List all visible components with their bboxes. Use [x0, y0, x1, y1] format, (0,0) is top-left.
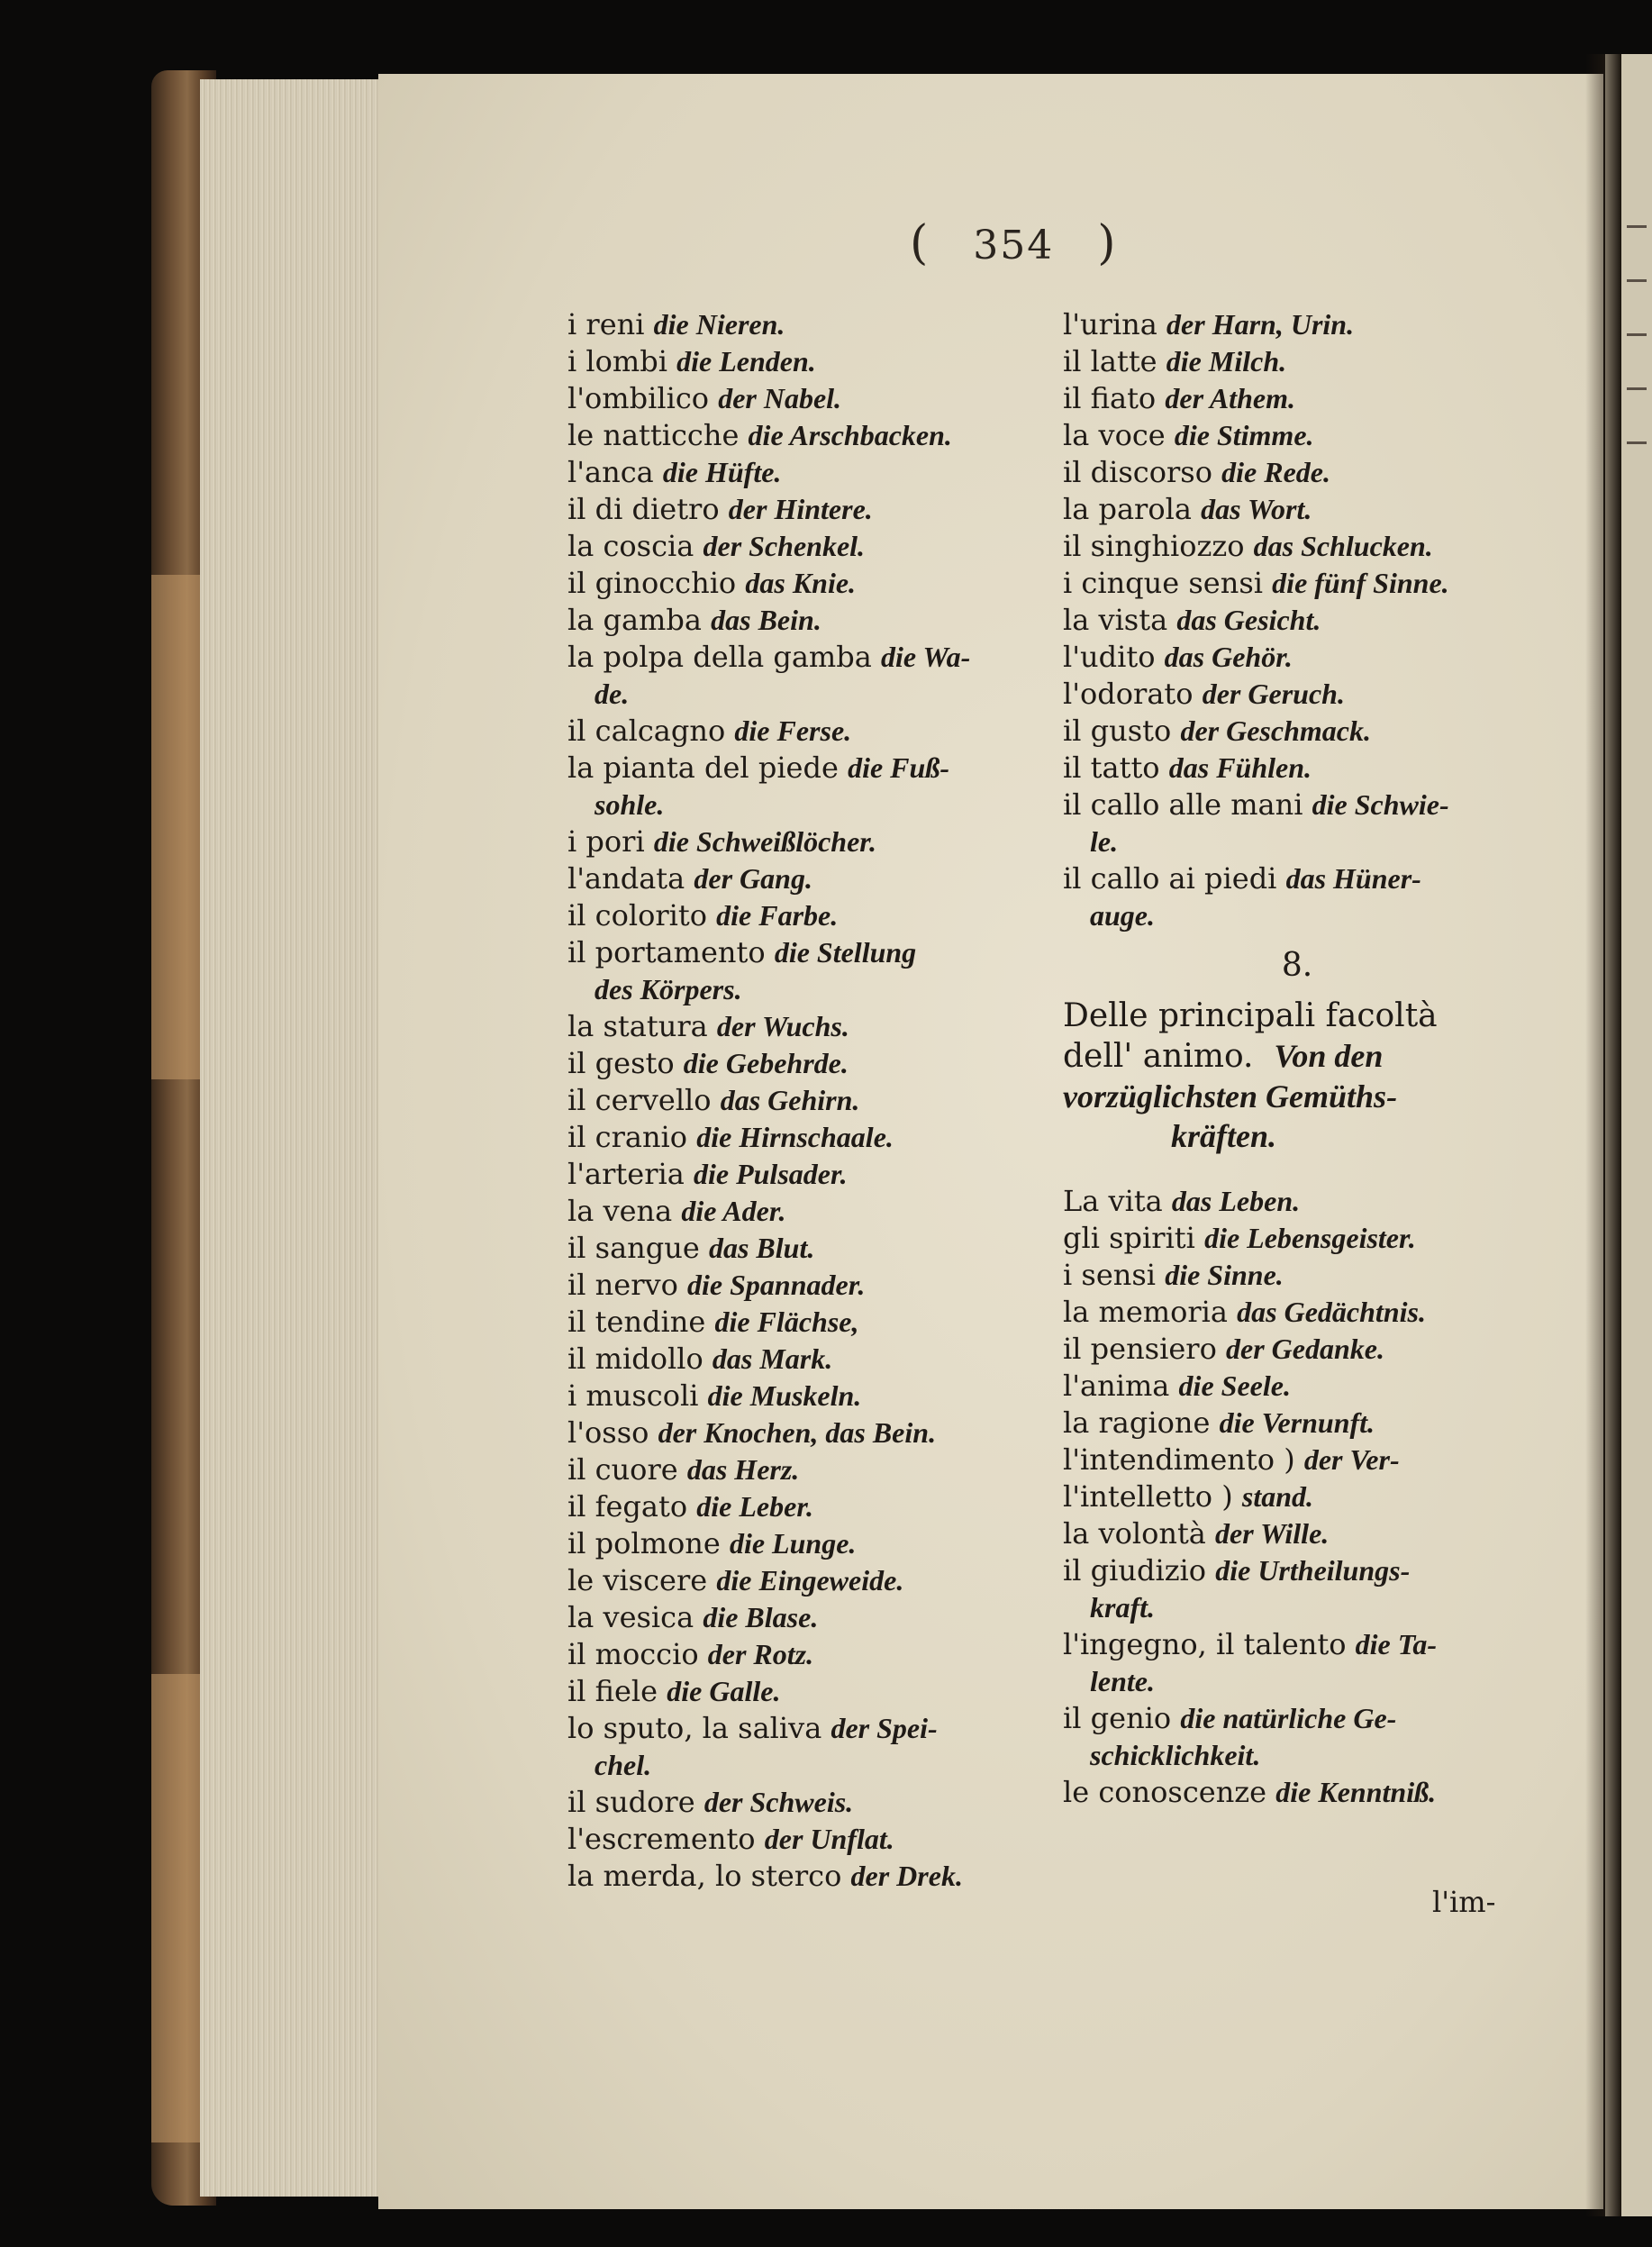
- italian-term: le natticche: [567, 418, 740, 452]
- german-term: kraft.: [1090, 1591, 1155, 1624]
- german-term: de.: [595, 678, 630, 710]
- vocab-entry: [567, 1636, 1036, 1673]
- vocab-entry: [567, 1784, 1036, 1821]
- italian-term: la vista: [1063, 603, 1168, 637]
- vocab-entry: [1063, 676, 1603, 713]
- page-header: ( 354 ): [910, 216, 1118, 270]
- vocab-entry: [567, 1415, 1036, 1451]
- italian-term: la ragione: [1063, 1406, 1211, 1440]
- german-term: der Harn, Urin.: [1166, 308, 1355, 341]
- vocab-entry: [1063, 1442, 1603, 1478]
- italian-term: il di dietro: [567, 492, 720, 526]
- german-term: die Nieren.: [653, 308, 785, 341]
- italian-term: la polpa della gamba: [567, 640, 872, 674]
- italian-term: i reni: [567, 307, 645, 341]
- italian-term: il fegato: [567, 1489, 688, 1524]
- italian-term: l'udito: [1063, 640, 1156, 674]
- page-number: 354: [973, 223, 1055, 268]
- german-term: lente.: [1090, 1665, 1155, 1697]
- german-term: die Hirnschaale.: [696, 1121, 894, 1153]
- german-term: le.: [1090, 825, 1119, 858]
- right-column-entries-bottom: [1063, 1183, 1603, 1811]
- vocab-entry: [1063, 713, 1603, 750]
- vocab-entry: [1063, 1515, 1603, 1552]
- vocab-entry: [567, 343, 1036, 380]
- vocab-entry: [1063, 897, 1603, 934]
- vocab-entry: [567, 1562, 1036, 1599]
- vocab-entry: [567, 491, 1036, 528]
- german-term: die fünf Sinne.: [1272, 567, 1449, 599]
- italian-term: l'arteria: [567, 1157, 685, 1191]
- german-term: der Ver-: [1303, 1443, 1400, 1476]
- vocab-entry: [567, 1378, 1036, 1415]
- left-column: [567, 306, 1036, 1895]
- vocab-entry: [567, 1451, 1036, 1488]
- vocab-entry: [1063, 1737, 1603, 1774]
- italian-term: i pori: [567, 824, 645, 859]
- vocab-entry: [1063, 1626, 1603, 1663]
- vocab-entry: [567, 639, 1036, 676]
- german-term: die Wa-: [880, 641, 971, 673]
- german-term: der Drek.: [850, 1860, 963, 1892]
- german-term: der Spei-: [831, 1712, 938, 1744]
- vocab-entry: [567, 1008, 1036, 1045]
- vocab-entry: [1063, 1589, 1603, 1626]
- vocab-entry: [1063, 1294, 1603, 1331]
- italian-term: il midollo: [567, 1342, 703, 1376]
- vocab-entry: [567, 676, 1036, 713]
- german-term: chel.: [595, 1749, 652, 1781]
- vocab-entry: [1063, 787, 1603, 823]
- right-column-entries-top: [1063, 306, 1603, 934]
- italian-term: l'intelletto ): [1063, 1479, 1233, 1514]
- italian-term: l'ingegno, il talento: [1063, 1627, 1347, 1661]
- german-term: die Vernunft.: [1219, 1406, 1375, 1439]
- italian-term: il cranio: [567, 1120, 688, 1154]
- vocab-entry: [1063, 860, 1603, 897]
- german-term: die Schweißlöcher.: [653, 825, 876, 858]
- vocab-entry: [567, 1267, 1036, 1304]
- italian-term: la volontà: [1063, 1516, 1206, 1551]
- italian-term: l'anca: [567, 455, 654, 489]
- section-title-line1: Delle principali facoltà: [1063, 997, 1438, 1034]
- german-term: das Wort.: [1201, 493, 1312, 525]
- german-term: die Schwie-: [1312, 788, 1449, 821]
- vocab-entry: [1063, 306, 1603, 343]
- vocab-entry: [567, 306, 1036, 343]
- italian-term: il tatto: [1063, 751, 1160, 785]
- italian-term: il callo ai piedi: [1063, 861, 1277, 896]
- german-term: die Stimme.: [1174, 419, 1314, 451]
- vocab-entry: [1063, 750, 1603, 787]
- vocab-entry: [1063, 454, 1603, 491]
- vocab-entry: [567, 1710, 1036, 1747]
- italian-term: il callo alle mani: [1063, 787, 1303, 822]
- vocab-entry: [567, 1156, 1036, 1193]
- italian-term: il moccio: [567, 1637, 699, 1671]
- italian-term: il latte: [1063, 344, 1157, 378]
- german-term: das Gesicht.: [1176, 604, 1321, 636]
- vocab-entry: [567, 787, 1036, 823]
- german-term: das Schlucken.: [1253, 530, 1433, 562]
- german-term: stand.: [1241, 1480, 1314, 1513]
- italian-term: il tendine: [567, 1305, 706, 1339]
- german-term: der Unflat.: [764, 1823, 894, 1855]
- german-term: die Ferse.: [734, 714, 852, 747]
- italian-term: il genio: [1063, 1701, 1172, 1735]
- german-term: das Blut.: [708, 1232, 815, 1264]
- vocab-entry: [567, 897, 1036, 934]
- vocab-entry: [1063, 1405, 1603, 1442]
- italian-term: la pianta del piede: [567, 751, 839, 785]
- section-number: 8.: [1281, 947, 1313, 984]
- vocab-entry: [1063, 1478, 1603, 1515]
- italian-term: il fiele: [567, 1674, 658, 1708]
- german-term: die Lunge.: [729, 1527, 857, 1560]
- right-column: [1063, 306, 1603, 1811]
- italian-term: il gesto: [567, 1046, 675, 1080]
- vocab-entry: [1063, 417, 1603, 454]
- italian-term: l'escremento: [567, 1822, 756, 1856]
- german-term: das Hüner-: [1285, 862, 1421, 895]
- vocab-entry: [567, 1341, 1036, 1378]
- german-term: schicklichkeit.: [1090, 1739, 1261, 1771]
- german-term: die Blase.: [703, 1601, 819, 1633]
- german-term: die Rede.: [1221, 456, 1330, 488]
- vocab-entry: [567, 1747, 1036, 1784]
- german-term: die Arschbacken.: [748, 419, 952, 451]
- vocab-entry: [567, 454, 1036, 491]
- vocab-entry: [567, 934, 1036, 971]
- italian-term: il singhiozzo: [1063, 529, 1245, 563]
- vocab-entry: [567, 1119, 1036, 1156]
- italian-term: l'ombilico: [567, 381, 710, 415]
- vocab-entry: [567, 823, 1036, 860]
- vocab-entry: [1063, 1700, 1603, 1737]
- german-term: die Leber.: [696, 1490, 814, 1523]
- german-term: die Eingeweide.: [716, 1564, 904, 1597]
- vocab-entry: [567, 565, 1036, 602]
- german-term: der Nabel.: [718, 382, 842, 414]
- italian-term: il sudore: [567, 1785, 695, 1819]
- vocab-entry: [1063, 1220, 1603, 1257]
- german-term: die Ta-: [1355, 1628, 1438, 1660]
- german-term: das Fühlen.: [1168, 751, 1312, 784]
- italian-term: i sensi: [1063, 1258, 1157, 1292]
- italian-term: la memoria: [1063, 1295, 1228, 1329]
- vocab-entry: [1063, 1368, 1603, 1405]
- german-term: auge.: [1090, 899, 1155, 932]
- italian-term: il fiato: [1063, 381, 1157, 415]
- german-term: der Wuchs.: [716, 1010, 849, 1042]
- german-term: die Ader.: [681, 1195, 786, 1227]
- vocab-entry: [1063, 1663, 1603, 1700]
- italian-term: il cervello: [567, 1083, 712, 1117]
- german-term: die Urtheilungs-: [1215, 1554, 1411, 1587]
- section-title-line2-it: dell' animo.: [1063, 1038, 1254, 1075]
- italian-term: la gamba: [567, 603, 702, 637]
- german-term: das Gehirn.: [720, 1084, 860, 1116]
- section-title-line2-de: Von den: [1274, 1038, 1384, 1074]
- german-term: die Fuß-: [848, 751, 949, 784]
- italian-term: la parola: [1063, 492, 1192, 526]
- vocab-entry: [1063, 380, 1603, 417]
- german-term: das Knie.: [745, 567, 857, 599]
- italian-term: il polmone: [567, 1526, 721, 1560]
- italian-term: il gusto: [1063, 714, 1172, 748]
- italian-term: i cinque sensi: [1063, 566, 1263, 600]
- italian-term: l'urina: [1063, 307, 1157, 341]
- italian-term: il sangue: [567, 1231, 700, 1265]
- italian-term: gli spiriti: [1063, 1221, 1195, 1255]
- german-term: der Geruch.: [1202, 678, 1345, 710]
- vocab-entry: [567, 1599, 1036, 1636]
- german-term: des Körpers.: [595, 973, 742, 1005]
- section-title-line4: kräften.: [1171, 1118, 1276, 1154]
- german-term: der Schweis.: [703, 1786, 854, 1818]
- vocab-entry: [1063, 528, 1603, 565]
- german-term: das Herz.: [686, 1453, 800, 1486]
- german-term: die Farbe.: [716, 899, 839, 932]
- vocab-entry: [567, 1045, 1036, 1082]
- vocab-entry: [567, 1193, 1036, 1230]
- italian-term: lo sputo, la saliva: [567, 1711, 822, 1745]
- german-term: der Athem.: [1165, 382, 1295, 414]
- german-term: die Lebensgeister.: [1204, 1222, 1416, 1254]
- german-term: die Gebehrde.: [683, 1047, 849, 1079]
- italian-term: le viscere: [567, 1563, 708, 1597]
- german-term: das Bein.: [711, 604, 821, 636]
- german-term: die Sinne.: [1165, 1259, 1284, 1291]
- german-term: der Hintere.: [728, 493, 873, 525]
- vocab-entry: [1063, 602, 1603, 639]
- vocab-entry: [1063, 1257, 1603, 1294]
- section-title-line3: vorzüglichsten Gemüths-: [1063, 1078, 1398, 1114]
- german-term: die Seele.: [1178, 1369, 1291, 1402]
- italian-term: il discorso: [1063, 455, 1212, 489]
- vocab-entry: [1063, 1331, 1603, 1368]
- german-term: der Wille.: [1215, 1517, 1330, 1550]
- vocab-entry: [1063, 639, 1603, 676]
- vocab-entry: [567, 1821, 1036, 1858]
- vocab-entry: [567, 713, 1036, 750]
- german-term: die natürliche Ge-: [1180, 1702, 1397, 1734]
- italian-term: il pensiero: [1063, 1332, 1217, 1366]
- german-term: der Knochen, das Bein.: [658, 1416, 937, 1449]
- german-term: das Mark.: [712, 1342, 833, 1375]
- italian-term: il colorito: [567, 898, 707, 932]
- italian-term: il calcagno: [567, 714, 726, 748]
- vocab-entry: [1063, 565, 1603, 602]
- vocab-entry: [567, 1488, 1036, 1525]
- vocab-entry: [1063, 491, 1603, 528]
- german-term: die Spannader.: [687, 1269, 866, 1301]
- italian-term: il ginocchio: [567, 566, 737, 600]
- italian-term: l'intendimento ): [1063, 1442, 1295, 1477]
- vocab-entry: [567, 1858, 1036, 1895]
- vocab-entry: [567, 602, 1036, 639]
- german-term: das Gedächtnis.: [1237, 1296, 1426, 1328]
- german-term: der Schenkel.: [703, 530, 866, 562]
- vocab-entry: [1063, 343, 1603, 380]
- german-term: sohle.: [595, 788, 665, 821]
- vocab-entry: [1063, 1552, 1603, 1589]
- german-term: der Gedanke.: [1226, 1333, 1384, 1365]
- italian-term: i muscoli: [567, 1378, 699, 1413]
- italian-term: La vita: [1063, 1184, 1163, 1218]
- italian-term: il giudizio: [1063, 1553, 1207, 1587]
- vocab-entry: [567, 750, 1036, 787]
- vocab-entry: [567, 1230, 1036, 1267]
- german-term: das Leben.: [1171, 1185, 1301, 1217]
- italian-term: l'anima: [1063, 1369, 1170, 1403]
- german-term: der Geschmack.: [1180, 714, 1371, 747]
- vocab-entry: [567, 1082, 1036, 1119]
- vocab-entry: [567, 1673, 1036, 1710]
- german-term: die Muskeln.: [707, 1379, 862, 1412]
- italian-term: la vena: [567, 1194, 673, 1228]
- vocab-entry: [567, 417, 1036, 454]
- vocab-entry: [567, 528, 1036, 565]
- vocab-entry: [1063, 1774, 1603, 1811]
- italian-term: la voce: [1063, 418, 1166, 452]
- italian-term: l'odorato: [1063, 677, 1194, 711]
- german-term: die Galle.: [667, 1675, 781, 1707]
- german-term: die Flächse,: [714, 1305, 859, 1338]
- italian-term: l'andata: [567, 861, 685, 896]
- german-term: die Pulsader.: [693, 1158, 848, 1190]
- german-term: das Gehör.: [1164, 641, 1293, 673]
- italian-term: la coscia: [567, 529, 694, 563]
- italian-term: le conoscenze: [1063, 1775, 1267, 1809]
- german-term: die Stellung: [774, 936, 917, 969]
- section-title: [1063, 996, 1603, 1156]
- italian-term: il portamento: [567, 935, 766, 969]
- german-term: die Milch.: [1166, 345, 1287, 378]
- vocab-entry: [567, 971, 1036, 1008]
- german-term: die Kenntniß.: [1275, 1776, 1437, 1808]
- german-term: die Lenden.: [676, 345, 816, 378]
- vocab-entry: [1063, 823, 1603, 860]
- vocab-entry: [567, 1525, 1036, 1562]
- german-term: der Rotz.: [707, 1638, 814, 1670]
- vocab-entry: [567, 1304, 1036, 1341]
- italian-term: il cuore: [567, 1452, 678, 1487]
- vocab-entry: [567, 380, 1036, 417]
- vocab-entry: [567, 860, 1036, 897]
- italian-term: la vesica: [567, 1600, 694, 1634]
- vocab-entry: [1063, 1183, 1603, 1220]
- german-term: der Gang.: [694, 862, 812, 895]
- german-term: die Hüfte.: [662, 456, 782, 488]
- page-edges: [200, 79, 382, 2197]
- italian-term: il nervo: [567, 1268, 678, 1302]
- italian-term: la statura: [567, 1009, 708, 1043]
- italian-term: la merda, lo sterco: [567, 1859, 842, 1893]
- italian-term: i lombi: [567, 344, 667, 378]
- italian-term: l'osso: [567, 1415, 649, 1450]
- catchword: l'im-: [1432, 1885, 1496, 1919]
